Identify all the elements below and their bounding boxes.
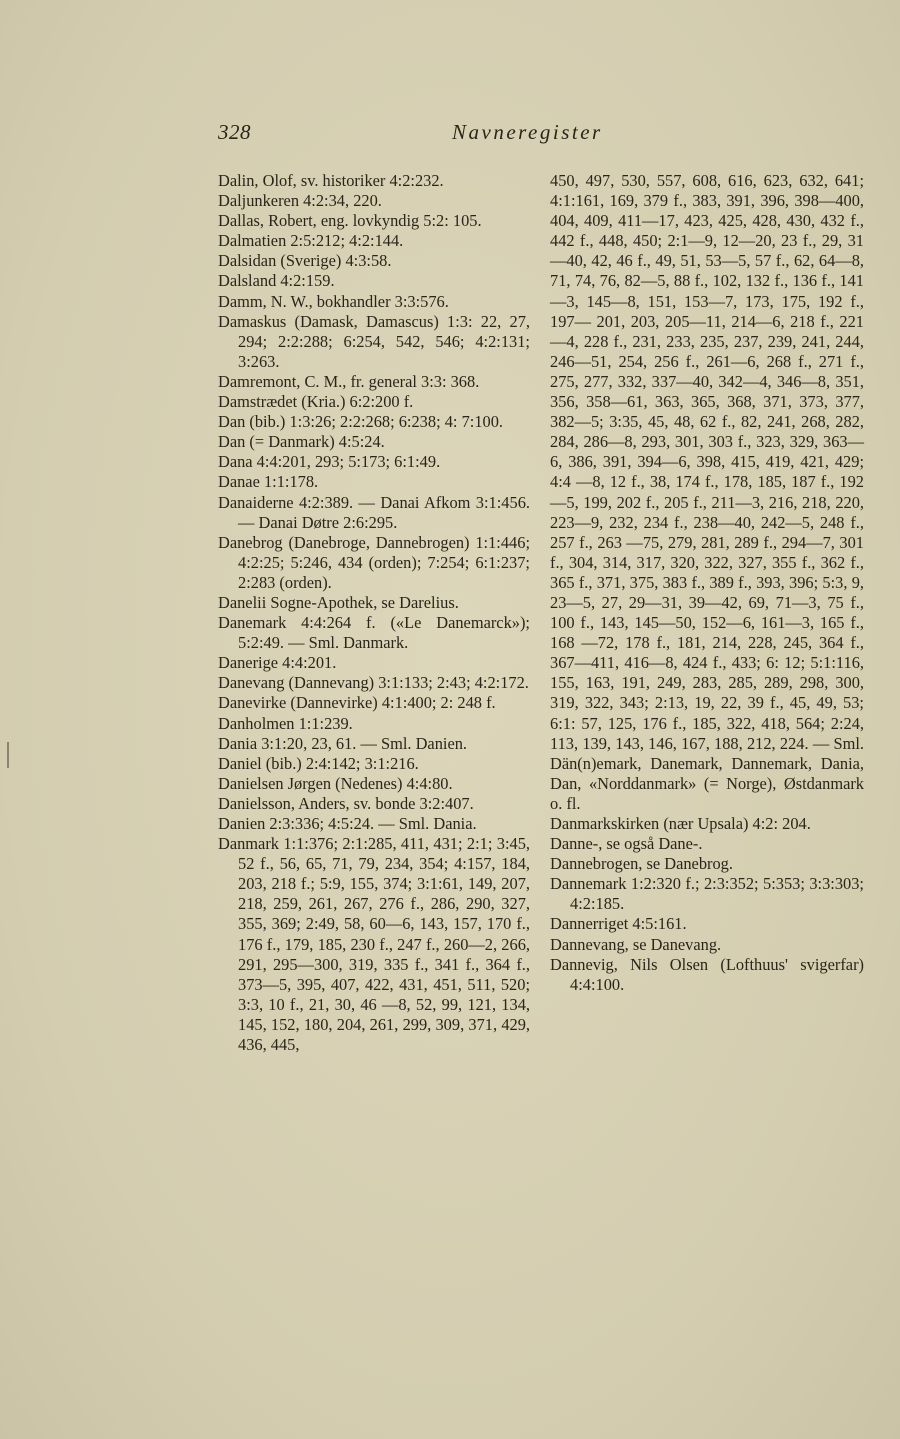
index-entry: Dannebrogen, se Danebrog. — [550, 854, 733, 874]
index-entry: Dannevang, se Danevang. — [550, 934, 722, 954]
index-entry: Danebrog (Danebroge, Dannebrogen) 1:1:446; 4:2:25; 5:246, 434 (orden); 7:254; 6:1:237; 2:283 (orden). — [218, 532, 530, 592]
index-entry: Danne-, se også Dane-. — [550, 834, 703, 854]
index-entry: Dannerriget 4:5:161. — [550, 914, 687, 934]
index-entry: Daljunkeren 4:2:34, 220. — [218, 191, 382, 211]
index-entry: Danemark 4:4:264 f. («Le Danemarck»); 5:2:49. — Sml. Danmark. — [218, 613, 530, 653]
index-entry: Dalmatien 2:5:212; 4:2:144. — [218, 231, 404, 251]
index-entry: Dania 3:1:20, 23, 61. — Sml. Danien. — [218, 733, 468, 753]
index-entry: Danaiderne 4:2:389. — Danai Afkom 3:1:456. — Danai Døtre 2:6:295. — [218, 492, 530, 532]
index-entry: Danmarkskirken (nær Upsala) 4:2: 204. — [550, 814, 811, 833]
running-title: Navneregister — [452, 120, 603, 144]
index-entry: Danholmen 1:1:239. — [218, 713, 353, 733]
index-entry: Danielsson, Anders, sv. bonde 3:2:407. — [218, 793, 474, 813]
index-entry: Danevang (Dannevang) 3:1:133; 2:43; 4:2:172. — [218, 673, 529, 693]
index-entry: Dalin, Olof, sv. historiker 4:2:232. — [218, 171, 444, 190]
index-entry: Danelii Sogne-Apothek, se Darelius. — [218, 592, 459, 612]
page-header — [218, 120, 863, 150]
index-entry: Dannemark 1:2:320 f.; 2:3:352; 5:353; 3:3:303; 4:2:185. — [550, 874, 864, 914]
index-entry: Danmark 1:1:376; 2:1:285, 411, 431; 2:1; 3:45, 52 f., 56, 65, 71, 79, 234, 354; 4:157, 184, 203, 218 f.; 5:9, 155, 374; 3:1:61, 149, 207, 218, 259, 261, 267, 276 f., 286, 290, 327, 355, 369; 2:49, 58, 60—6, 143, 157, 170 f., 176 f., 179, 185, 230 f., 247 f., 260—2, 266, 291, 295—300, 319, 335 f., 341 f., 364 f., 373—5, 395, 407, 422, 431, 451, 511, 520; 3:3, 10 f., 21, 30, 46 —8, 52, 99, 121, 134, 145, 152, 180, 204, 261, 299, 309, 371, 429, 436, 445, — [218, 834, 530, 1055]
index-entry: Damaskus (Damask, Damascus) 1:3: 22, 27, 294; 2:2:288; 6:254, 542, 546; 4:2:131; 3:263. — [218, 311, 530, 371]
index-entry: Dalsland 4:2:159. — [218, 271, 335, 291]
right-column — [550, 171, 864, 995]
index-entry: Damm, N. W., bokhandler 3:3:576. — [218, 291, 449, 311]
index-entry: Daniel (bib.) 2:4:142; 3:1:216. — [218, 753, 419, 773]
index-entry-continued: 450, 497, 530, 557, 608, 616, 623, 632, 641; 4:1:161, 169, 379 f., 383, 391, 396, 398—400, 404, 409, 411—17, 423, 425, 428, 430, 432 f., 442 f., 448, 450; 2:1—9, 12—20, 23 f., 29, 31—40, 42, 46 f., 49, 51, 53—5, 57 f., 62, 64—8, 71, 74, 76, 82—5, 88 f., 102, 132 f., 136 f., 141—3, 145—8, 151, 153—7, 173, 175, 192 f., 197— 201, 203, 205—11, 214—6, 218 f., 221—4, 228 f., 231, 233, 235, 237, 239, 241, 244, 246—51, 254, 256 f., 261—6, 268 f., 271 f., 275, 277, 332, 337—40, 342—4, 346—8, 351, 356, 358—61, 363, 365, 368, 371, 373, 377, 382—5; 3:35, 45, 48, 62 f., 82, 241, 268, 282, 284, 286—8, 293, 301, 303 f., 323, 329, 363—6, 386, 391, 394—6, 398, 415, 419, 421, 429; 4:4 —8, 12 f., 38, 174 f., 178, 185, 187 f., 192—5, 199, 202 f., 205 f., 211—3, 216, 218, 220, 223—9, 232, 234 f., 238—40, 242—5, 248 f., 257 f., 263 —75, 279, 281, 289 f., 294—7, 301 f., 304, 314, 317, 320, 322, 327, 355 f., 362 f., 365 f., 371, 375, 383 f., 389 f., 393, 396; 5:3, 9, 23—5, 27, 29—31, 39—42, 69, 71—3, 75 f., 100 f., 143, 145—50, 152—6, 161—3, 165 f., 168 —72, 178 f., 181, 214, 228, 245, 364 f., 367—411, 416—8, 424 f., 433; 6: 12; 5:1:116, 155, 163, 191, 249, 283, 285, 289, 298, 300, 319, 322, 343; 2:13, 19, 22, 39 f., 45, 49, 53; 6:1: 57, 125, 176 f., 185, 322, 418, 564; 2:24, 113, 139, 143, 146, 167, 188, 212, 224. — Sml. Dän(n)emark, Danemark, Dannemark, Dania, Dan, «Norddanmark» (= Norge), Østdanmark o. fl. — [550, 171, 864, 813]
index-entry: Dan (bib.) 1:3:26; 2:2:268; 6:238; 4: 7:100. — [218, 412, 504, 432]
left-column — [218, 171, 530, 1055]
index-entry: Danae 1:1:178. — [218, 472, 319, 492]
index-entry: Danien 2:3:336; 4:5:24. — Sml. Dania. — [218, 814, 477, 833]
index-entry: Danielsen Jørgen (Nedenes) 4:4:80. — [218, 773, 453, 793]
margin-mark — [7, 742, 9, 768]
index-entry: Dannevig, Nils Olsen (Lofthuus' svigerfar) 4:4:100. — [550, 954, 864, 994]
index-entry: Damstrædet (Kria.) 6:2:200 f. — [218, 392, 414, 412]
index-entry: Damremont, C. M., fr. general 3:3: 368. — [218, 371, 480, 391]
index-entry: Dalsidan (Sverige) 4:3:58. — [218, 251, 392, 271]
page-number: 328 — [218, 120, 251, 144]
index-entry: Danerige 4:4:201. — [218, 653, 337, 673]
index-entry: Dallas, Robert, eng. lovkyndig 5:2: 105. — [218, 211, 482, 231]
index-entry: Danevirke (Dannevirke) 4:1:400; 2: 248 f. — [218, 693, 496, 713]
index-entry: Dana 4:4:201, 293; 5:173; 6:1:49. — [218, 452, 441, 472]
index-entry: Dan (= Danmark) 4:5:24. — [218, 432, 385, 452]
